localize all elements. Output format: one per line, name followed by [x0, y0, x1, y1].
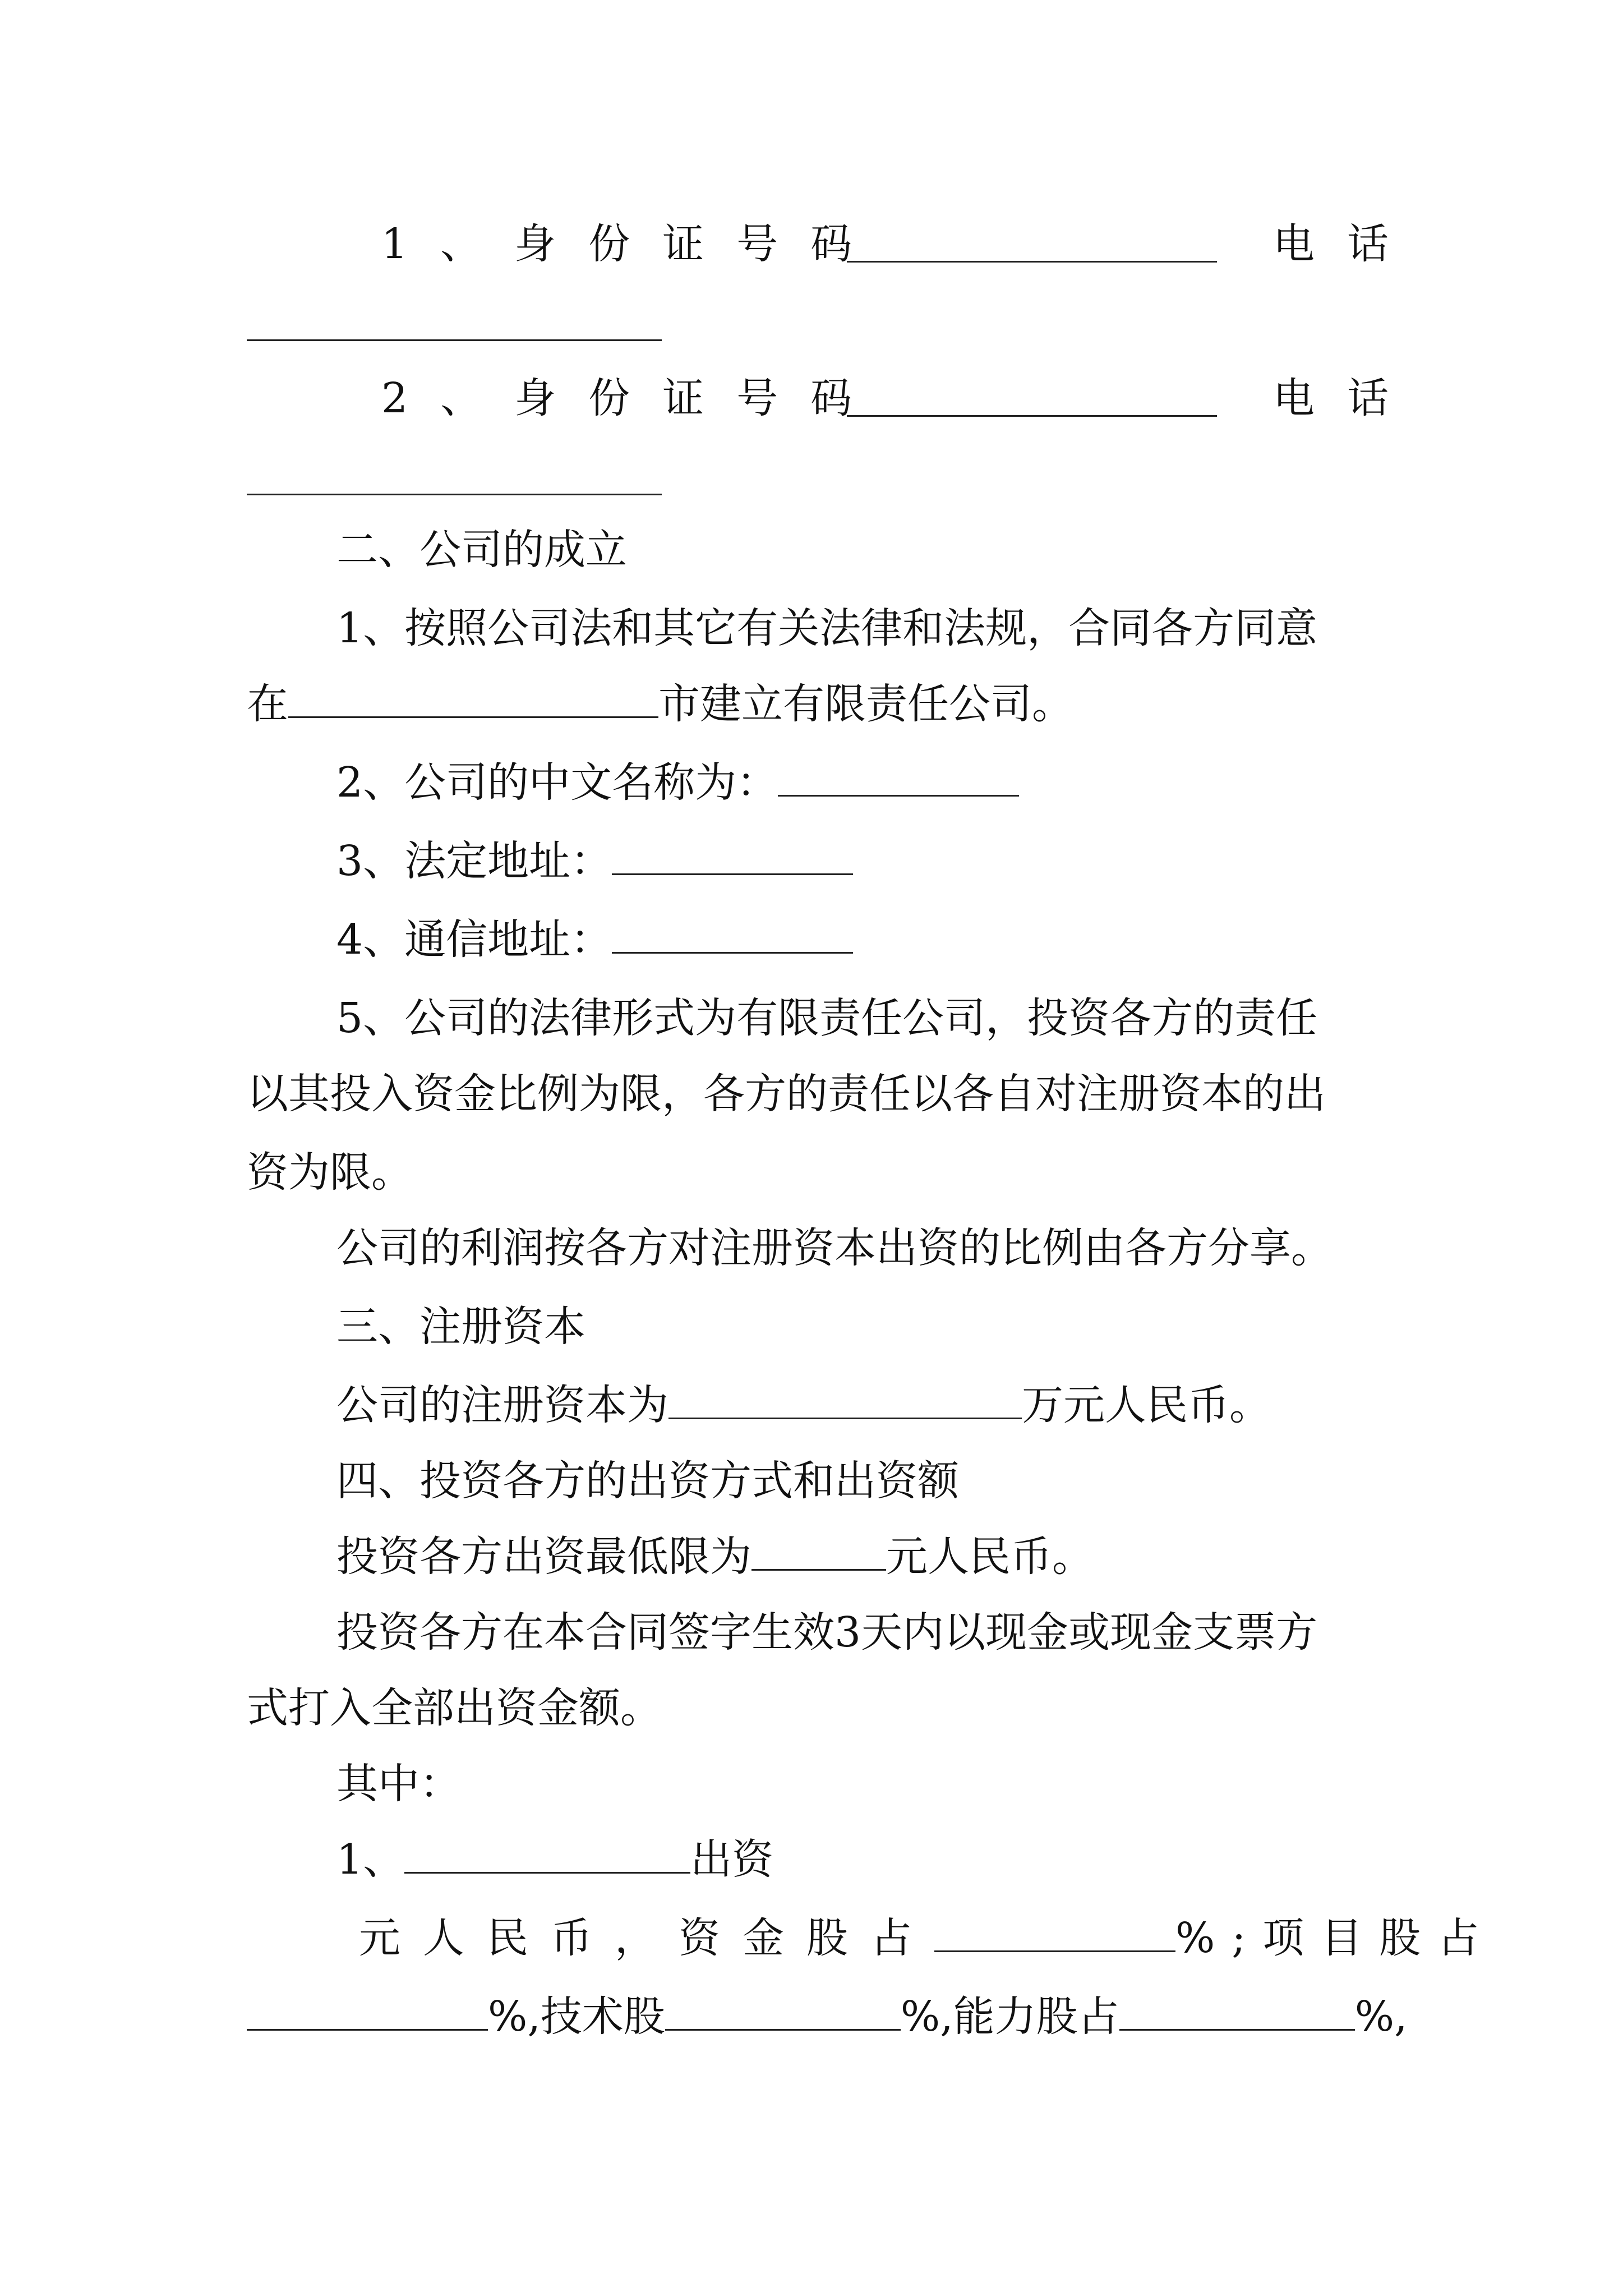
section-2-item-1-line-b	[247, 676, 1073, 732]
capital-prefix: 公司的注册资本为	[336, 1381, 668, 1429]
section-2-item-1-line-a: 1、按照公司法和其它有关法律和法规，合同各方同意	[336, 604, 1318, 652]
section-2-item-5-line-b: 以其投入资金比例为限，各方的责任以各自对注册资本的出	[247, 1070, 1326, 1118]
min-prefix: 投资各方出资最低限为	[336, 1533, 751, 1581]
id-row-2-phone-label: 电话	[1273, 374, 1421, 422]
investor-1-suffix: 出资	[690, 1835, 774, 1884]
section-2-heading: 二、公司的成立	[336, 526, 627, 574]
id-row-2-id-blank[interactable]	[847, 415, 1217, 417]
investor-1-line	[336, 1832, 773, 1888]
shares-line-b	[247, 1989, 1408, 2045]
profit-sharing-text: 公司的利润按各方对注册资本出资的比例由各方分享。	[336, 1224, 1332, 1272]
item-1-prefix: 在	[247, 680, 288, 728]
section-3-heading: 三、注册资本	[336, 1303, 585, 1351]
payment-line-a: 投资各方在本合同签字生效3天内以现金或现金支票方	[336, 1608, 1318, 1657]
id-row-1-number: 1	[381, 220, 441, 268]
id-row-2	[381, 370, 884, 426]
id-row-1-label: 、身份证号码	[440, 220, 885, 268]
capital-suffix: 万元人民币。	[1022, 1381, 1271, 1429]
section-2-item-5-line-c: 资为限。	[247, 1148, 413, 1197]
investor-1-name-blank[interactable]	[404, 1833, 690, 1874]
section-2-item-4	[336, 912, 853, 968]
registered-capital-line	[336, 1377, 1271, 1433]
id-row-2-phone-blank[interactable]	[247, 494, 662, 495]
id-row-1	[381, 216, 884, 272]
shares-a-mid: %;项目股占	[1175, 1914, 1496, 1962]
payment-line-b: 式打入全部出资金额。	[247, 1684, 662, 1732]
item-1-suffix: 市建立有限责任公司。	[658, 680, 1073, 728]
shares-line-a	[359, 1910, 1496, 1966]
item-3-label: 3、法定地址：	[336, 837, 612, 885]
id-row-2-number: 2	[381, 374, 441, 422]
capital-amount-blank[interactable]	[668, 1378, 1022, 1419]
among-label: 其中：	[336, 1760, 461, 1808]
min-amount-blank[interactable]	[751, 1530, 886, 1571]
city-blank[interactable]	[288, 677, 658, 718]
min-suffix: 元人民币。	[886, 1533, 1094, 1581]
chinese-name-blank[interactable]	[778, 756, 1019, 797]
investor-1-prefix: 1、	[336, 1835, 405, 1884]
section-2-item-2	[336, 754, 1019, 811]
section-2-item-5-line-a: 5、公司的法律形式为有限责任公司，投资各方的责任	[336, 994, 1318, 1042]
section-4-heading: 四、投资各方的出资方式和出资额	[336, 1457, 959, 1505]
shares-a-prefix: 元人民币，资金股占	[359, 1914, 934, 1962]
section-2-item-3	[336, 833, 853, 889]
minimum-investment-line	[336, 1529, 1094, 1585]
item-4-label: 4、通信地址：	[336, 915, 612, 964]
shares-b-pct2: %,能力股占	[900, 1993, 1119, 2041]
shares-b-pct3: %,	[1354, 1993, 1408, 2041]
id-row-2-label: 、身份证号码	[440, 374, 885, 422]
project-share-blank[interactable]	[247, 1990, 488, 2031]
shares-b-pct1: %,技术股	[488, 1993, 665, 2041]
legal-address-blank[interactable]	[612, 834, 853, 875]
id-row-1-id-blank[interactable]	[847, 261, 1217, 263]
item-2-label: 2、公司的中文名称为：	[336, 758, 778, 807]
id-row-1-phone-blank[interactable]	[247, 339, 662, 341]
tech-share-blank[interactable]	[665, 1990, 901, 2031]
ability-share-blank[interactable]	[1119, 1990, 1355, 2031]
id-row-1-phone-label: 电话	[1273, 220, 1421, 268]
capital-share-blank[interactable]	[934, 1911, 1175, 1952]
mailing-address-blank[interactable]	[612, 913, 853, 954]
